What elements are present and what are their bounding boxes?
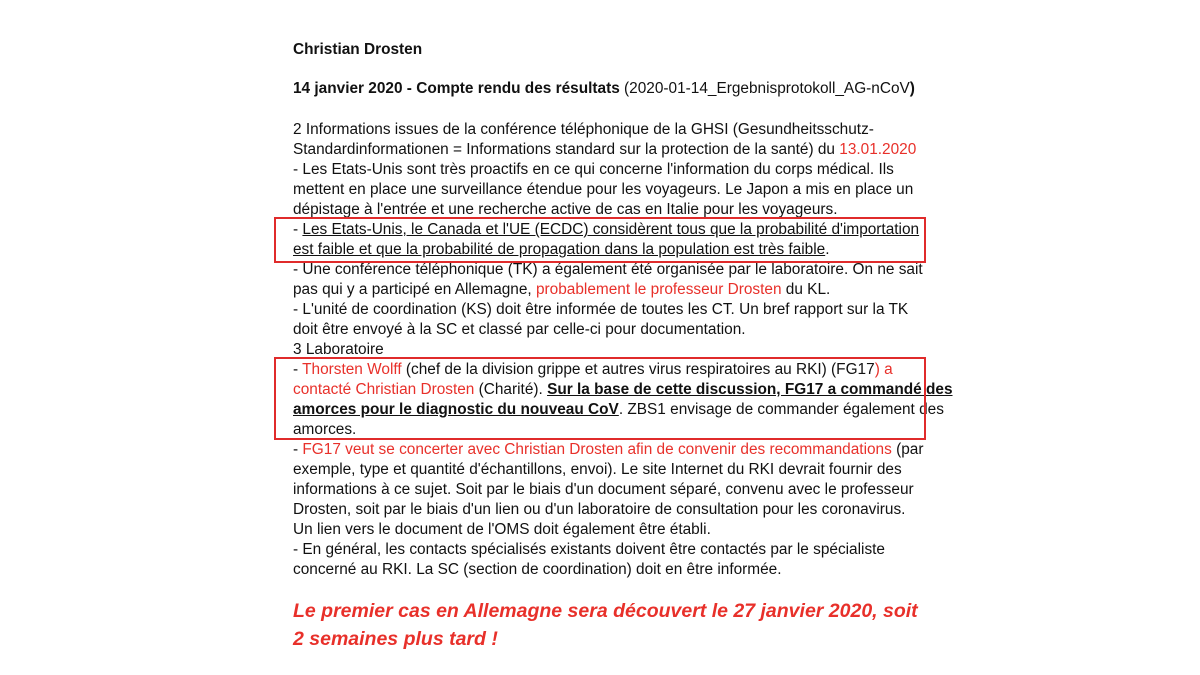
highlight-box-laboratory: [274, 357, 926, 440]
highlight-box-risk-assessment: [274, 217, 926, 263]
text-line: exemple, type et quantité d'échantillons, envoi). Le site Internet du RKI devrait fournir des: [293, 461, 902, 478]
underlined-statement: Les Etats-Unis, le Canada et l'UE (ECDC) considèrent tous que la probabilité d'importation: [302, 221, 920, 238]
text-line: [293, 440, 923, 460]
report-filename-close: ): [909, 80, 915, 97]
bold-underlined-statement: amorces pour le diagnostic du nouveau CoV: [293, 401, 619, 418]
highlight-drosten: probablement le professeur Drosten: [535, 281, 782, 298]
highlight-name: Thorsten Wolff: [302, 361, 402, 378]
section-heading: 3 Laboratoire: [293, 341, 384, 358]
text-fragment: du KL.: [781, 281, 831, 298]
text-line: - En général, les contacts spécialisés existants doivent être contactés par le spécialiste: [293, 541, 885, 558]
text-line: mettent en place une surveillance étendue pour les voyageurs. Le Japon a mis en place un: [293, 181, 914, 198]
text-fragment: .: [825, 241, 830, 258]
text-fragment: pas qui y a participé en Allemagne,: [293, 281, 536, 298]
text-line: concerné au RKI. La SC (section de coordination) doit en être informée.: [293, 561, 782, 578]
bold-underlined-statement: Sur la base de cette discussion, FG17 a commandé des: [547, 381, 953, 398]
text-line: [293, 140, 916, 160]
conclusion-line: 2 semaines plus tard !: [293, 628, 498, 650]
text-fragment: (chef de la division grippe et autres virus respiratoires au RKI) (FG17: [401, 361, 875, 378]
highlight-date: 13.01.2020: [839, 141, 917, 158]
text-line: Drosten, soit par le biais d'un lien ou d'un laboratoire de consultation pour les coronavirus.: [293, 501, 906, 518]
report-filename: (2020-01-14_Ergebnisprotokoll_AG-nCoV: [624, 80, 910, 97]
highlight-fragment: ) a: [874, 361, 893, 378]
text-line: informations à ce sujet. Soit par le biais d'un document séparé, convenu avec le professeur: [293, 481, 914, 498]
text-fragment: -: [293, 361, 303, 378]
text-line: - Les Etats-Unis sont très proactifs en ce qui concerne l'information du corps médical. Ils: [293, 161, 894, 178]
text-line: - Une conférence téléphonique (TK) a également été organisée par le laboratoire. On ne sait: [293, 261, 923, 278]
highlight-fragment: FG17 veut se concerter avec Christian Drosten afin de convenir des recommandations: [302, 441, 892, 458]
text-line: dépistage à l'entrée et une recherche active de cas en Italie pour les voyageurs.: [293, 201, 838, 218]
text-fragment: (par: [891, 441, 924, 458]
underlined-statement: est faible et que la probabilité de propagation dans la population est très faible: [293, 241, 826, 258]
text-fragment: -: [293, 221, 303, 238]
report-title: [293, 79, 915, 99]
author-heading: Christian Drosten: [293, 41, 423, 58]
text-fragment: -: [293, 441, 303, 458]
text-line: doit être envoyé à la SC et classé par celle-ci pour documentation.: [293, 321, 746, 338]
text-line: - L'unité de coordination (KS) doit être informée de toutes les CT. Un bref rapport sur la TK: [293, 301, 909, 318]
report-date-title: 14 janvier 2020 - Compte rendu des résultats: [293, 80, 620, 97]
highlight-fragment: contacté Christian Drosten: [293, 381, 475, 398]
text-line: Un lien vers le document de l'OMS doit également être établi.: [293, 521, 711, 538]
text-fragment: . ZBS1 envisage de commander également des: [618, 401, 944, 418]
text-fragment: Standardinformationen = Informations standard sur la protection de la santé) du: [293, 141, 840, 158]
conclusion-line: Le premier cas en Allemagne sera découvert le 27 janvier 2020, soit: [293, 600, 918, 622]
text-line: [293, 280, 830, 300]
text-line: amorces.: [293, 421, 357, 438]
text-fragment: (Charité).: [474, 381, 548, 398]
text-line: 2 Informations issues de la conférence téléphonique de la GHSI (Gesundheitsschutz-: [293, 121, 874, 138]
